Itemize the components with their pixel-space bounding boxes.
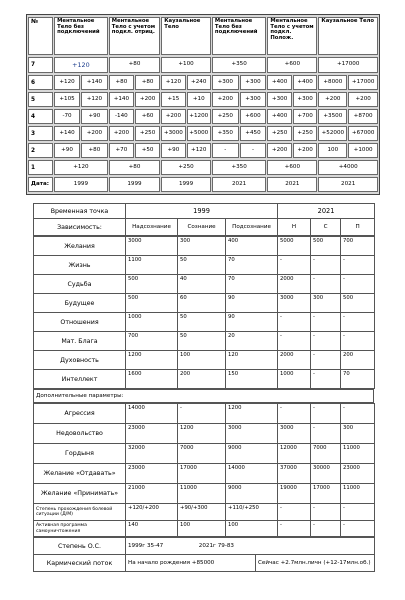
parameter-value: 21000: [126, 484, 178, 504]
parameter-row: [34, 237, 375, 256]
cell: +15: [161, 92, 185, 107]
parameter-value: 7000: [178, 444, 226, 464]
parameter-value: -: [311, 351, 341, 370]
parameter-value: 100: [178, 351, 226, 370]
top-row-6: [28, 75, 378, 90]
header-causal-2021: Каузальное Тело: [318, 17, 378, 55]
parameter-value: 23000: [341, 464, 375, 484]
summary-table: [33, 537, 375, 572]
parameter-value: 70: [226, 275, 278, 294]
cell: +400: [267, 75, 292, 90]
parameter-label: Активная программа самоуничтожения: [34, 521, 126, 537]
karmic-left: На начало рождения +85000: [126, 555, 256, 572]
cell: +200: [109, 126, 134, 141]
parameter-label: Недовольство: [34, 424, 126, 444]
parameter-value: -: [311, 370, 341, 389]
karmic-right: Сейчас +2.7млн.личн (+12-17млн.об.): [256, 555, 375, 572]
sub-header: П: [341, 219, 375, 236]
parameter-value: -: [278, 521, 311, 537]
cell: +17000: [318, 57, 378, 73]
parameter-row: [34, 256, 375, 275]
time-point-label: Временная точка: [34, 204, 126, 219]
parameter-value: -: [278, 504, 311, 521]
cell: +90: [81, 109, 108, 124]
parameter-value: 1000: [278, 370, 311, 389]
parameter-value: -: [341, 404, 375, 424]
parameter-value: 70: [226, 256, 278, 275]
cell: +120: [54, 57, 108, 73]
parameter-value: 7000: [311, 444, 341, 464]
parameter-row: [34, 351, 375, 370]
header-mental-no-conn-2021: Ментальное Тело без подключений: [212, 17, 266, 55]
year-1999: 1999: [126, 204, 278, 219]
parameter-row: [34, 332, 375, 351]
parameter-value: -: [341, 332, 375, 351]
cell: +350: [212, 126, 239, 141]
parameter-row: [34, 294, 375, 313]
parameter-value: -: [311, 275, 341, 294]
row-number: 3: [28, 126, 53, 141]
cell: +200: [212, 92, 239, 107]
cell: +600: [240, 109, 267, 124]
parameter-value: +120/+200: [126, 504, 178, 521]
parameter-value: 50: [178, 313, 226, 332]
karmic-label: Кармический поток: [34, 555, 126, 572]
bottom-table: [33, 203, 374, 572]
cell: +450: [240, 126, 267, 141]
parameter-label: Степень прохождения болевой ситуации (Д/М): [34, 504, 126, 521]
parameter-value: 3000: [278, 424, 311, 444]
parameter-value: 1000: [126, 313, 178, 332]
cell: +3500: [318, 109, 347, 124]
cell: +5000: [187, 126, 211, 141]
parameter-value: 50: [178, 332, 226, 351]
parameter-value: 1200: [226, 404, 278, 424]
parameter-label: Жизнь: [34, 256, 126, 275]
parameter-value: 5000: [278, 237, 311, 256]
degree-row: [34, 538, 375, 555]
parameter-value: 40: [178, 275, 226, 294]
parameter-value: 700: [126, 332, 178, 351]
cell: +200: [161, 109, 185, 124]
parameter-value: 500: [126, 294, 178, 313]
cell: +90: [54, 143, 80, 158]
parameter-value: 23000: [126, 464, 178, 484]
top-table: [26, 14, 380, 195]
parameter-row: [34, 404, 375, 424]
parameter-row: [34, 444, 375, 464]
cell: +140: [54, 126, 80, 141]
cell: +350: [212, 160, 266, 175]
cell: +90: [161, 143, 185, 158]
cell: +200: [81, 126, 108, 141]
parameter-value: 500: [126, 275, 178, 294]
year-2021: 2021: [278, 204, 375, 219]
parameter-value: 140: [126, 521, 178, 537]
cell: +8700: [348, 109, 378, 124]
sub-header: Н: [278, 219, 311, 236]
top-row-2: [28, 143, 378, 158]
row-number: 2: [28, 143, 53, 158]
sub-header: С: [311, 219, 341, 236]
parameter-value: -: [278, 256, 311, 275]
cell: +80: [109, 160, 160, 175]
top-date-row: [28, 177, 378, 192]
parameter-value: 100: [226, 521, 278, 537]
top-row-5: [28, 92, 378, 107]
cell: +200: [135, 92, 160, 107]
parameter-row: [34, 424, 375, 444]
parameter-value: 9000: [226, 444, 278, 464]
parameter-value: 90: [226, 294, 278, 313]
parameter-value: 3000: [278, 294, 311, 313]
extra-parameters-table: [33, 403, 375, 537]
cell: +3000: [161, 126, 185, 141]
cell: +200: [318, 92, 347, 107]
base-parameters-table: [33, 236, 375, 389]
parameter-value: -: [178, 404, 226, 424]
parameter-value: 12000: [278, 444, 311, 464]
parameter-label: Будущее: [34, 294, 126, 313]
parameter-label: Желание «Принимать»: [34, 484, 126, 504]
parameter-value: -: [341, 256, 375, 275]
top-row-7: [28, 57, 378, 73]
cell: +80: [81, 143, 108, 158]
parameter-value: 150: [226, 370, 278, 389]
parameter-value: 1200: [178, 424, 226, 444]
parameter-value: 14000: [126, 404, 178, 424]
cell: +70: [109, 143, 134, 158]
parameter-row: [34, 370, 375, 389]
cell: 100: [318, 143, 347, 158]
cell: +240: [187, 75, 211, 90]
cell: +8000: [318, 75, 347, 90]
top-row-4: [28, 109, 378, 124]
parameter-value: 11000: [341, 444, 375, 464]
parameter-value: -: [311, 256, 341, 275]
parameter-value: 17000: [311, 484, 341, 504]
dependency-row: [34, 219, 375, 236]
cell: +80: [109, 75, 134, 90]
cell: -: [212, 143, 239, 158]
header-mental-pos-2021: Ментальное Тело с учетом подкл. Полож.: [267, 17, 317, 55]
parameter-label: Желания: [34, 237, 126, 256]
time-point-row: [34, 204, 375, 219]
parameter-label: Мат. Блага: [34, 332, 126, 351]
cell: +105: [54, 92, 80, 107]
header-causal-1999: Каузальное Тело: [161, 17, 211, 55]
parameter-value: 9000: [226, 484, 278, 504]
parameter-value: 70: [341, 370, 375, 389]
cell: +300: [240, 92, 267, 107]
row-number: 7: [28, 57, 53, 73]
parameter-value: 300: [178, 237, 226, 256]
parameter-value: 3000: [226, 424, 278, 444]
parameter-value: 500: [341, 294, 375, 313]
parameter-label: Интеллект: [34, 370, 126, 389]
parameter-value: -: [278, 404, 311, 424]
parameter-value: -: [311, 332, 341, 351]
parameter-row: [34, 504, 375, 521]
parameter-value: 90: [226, 313, 278, 332]
header-mental-no-conn-1999: Ментальное Тело без подключений: [54, 17, 108, 55]
cell: -: [240, 143, 267, 158]
parameter-value: 500: [311, 237, 341, 256]
parameter-value: -: [341, 504, 375, 521]
cell: +10: [187, 92, 211, 107]
parameter-row: [34, 484, 375, 504]
cell: +200: [293, 143, 318, 158]
parameter-value: 3000: [126, 237, 178, 256]
cell: +250: [267, 126, 292, 141]
parameter-value: -: [311, 313, 341, 332]
header-number: №: [28, 17, 53, 55]
header-mental-neg-1999: Ментальное Тело с учетом подкл. отриц.: [109, 17, 160, 55]
date-cell: 2021: [212, 177, 266, 192]
parameter-value: 2000: [278, 275, 311, 294]
parameter-value: 1100: [126, 256, 178, 275]
parameter-value: 37000: [278, 464, 311, 484]
degree-value: 1999г 35-47 2021г 79-83: [126, 538, 375, 555]
cell: +80: [135, 75, 160, 90]
parameter-value: -: [311, 504, 341, 521]
cell: +700: [293, 109, 318, 124]
cell: +120: [187, 143, 211, 158]
date-cell: 1999: [54, 177, 108, 192]
parameter-value: 23000: [126, 424, 178, 444]
parameter-label: Гордыня: [34, 444, 126, 464]
parameter-value: 300: [341, 424, 375, 444]
cell: +52000: [318, 126, 347, 141]
cell: +600: [267, 160, 317, 175]
date-cell: 1999: [109, 177, 160, 192]
cell: +140: [109, 92, 134, 107]
parameter-row: [34, 521, 375, 537]
date-cell: 2021: [318, 177, 378, 192]
parameter-value: 14000: [226, 464, 278, 484]
cell: +120: [161, 75, 185, 90]
top-row-1: [28, 160, 378, 175]
parameter-row: [34, 275, 375, 294]
cell: +250: [161, 160, 211, 175]
cell: +50: [135, 143, 160, 158]
parameter-value: -: [311, 521, 341, 537]
parameter-value: +90/+300: [178, 504, 226, 521]
parameter-label: Судьба: [34, 275, 126, 294]
cell: +120: [81, 92, 108, 107]
parameter-label: Отношения: [34, 313, 126, 332]
cell: +250: [212, 109, 239, 124]
cell: +120: [54, 160, 108, 175]
date-cell: 1999: [161, 177, 211, 192]
row-number: 1: [28, 160, 53, 175]
parameter-label: Желание «Отдавать»: [34, 464, 126, 484]
parameter-value: 1600: [126, 370, 178, 389]
karmic-row: [34, 555, 375, 572]
parameter-value: 60: [178, 294, 226, 313]
cell: +300: [212, 75, 239, 90]
parameter-value: 32000: [126, 444, 178, 464]
parameter-value: 300: [311, 294, 341, 313]
degree-label: Степень О.С.: [34, 538, 126, 555]
cell: +600: [267, 57, 317, 73]
cell: +300: [240, 75, 267, 90]
parameter-value: -: [311, 404, 341, 424]
parameter-value: 11000: [341, 484, 375, 504]
sub-header: Надсознание: [126, 219, 178, 236]
parameter-value: 19000: [278, 484, 311, 504]
parameter-row: [34, 464, 375, 484]
parameter-value: 2000: [278, 351, 311, 370]
cell: +100: [161, 57, 211, 73]
parameter-value: -: [278, 332, 311, 351]
cell: +400: [293, 75, 318, 90]
cell: +250: [293, 126, 318, 141]
cell: +17000: [348, 75, 378, 90]
cell: +300: [293, 92, 318, 107]
parameter-value: -: [341, 275, 375, 294]
cell: +80: [109, 57, 160, 73]
parameter-value: 700: [341, 237, 375, 256]
cell: -70: [54, 109, 80, 124]
extra-parameters-header: [33, 389, 374, 403]
parameter-value: 30000: [311, 464, 341, 484]
parameter-value: 20: [226, 332, 278, 351]
cell: +250: [135, 126, 160, 141]
row-number: 4: [28, 109, 53, 124]
cell: +60: [135, 109, 160, 124]
row-number: 5: [28, 92, 53, 107]
date-label: Дата:: [28, 177, 53, 192]
parameter-value: -: [278, 313, 311, 332]
parameter-value: -: [341, 521, 375, 537]
cell: +4000: [318, 160, 378, 175]
cell: +1000: [348, 143, 378, 158]
parameter-value: 17000: [178, 464, 226, 484]
cell: +200: [267, 143, 292, 158]
parameter-value: +110/+250: [226, 504, 278, 521]
parameter-value: -: [341, 313, 375, 332]
parameter-value: 120: [226, 351, 278, 370]
cell: +140: [81, 75, 108, 90]
parameter-value: 400: [226, 237, 278, 256]
cell: +300: [267, 92, 292, 107]
cell: +350: [212, 57, 266, 73]
extra-parameters-label: Дополнительные параметры:: [34, 390, 374, 403]
cell: +200: [348, 92, 378, 107]
top-header-row: [28, 17, 378, 55]
cell: +1200: [187, 109, 211, 124]
parameter-label: Духовность: [34, 351, 126, 370]
parameter-value: 50: [178, 256, 226, 275]
top-row-3: [28, 126, 378, 141]
dependency-label: Зависимость:: [34, 219, 126, 236]
parameter-value: 100: [178, 521, 226, 537]
sub-header: Подсознание: [226, 219, 278, 236]
row-number: 6: [28, 75, 53, 90]
cell: +400: [267, 109, 292, 124]
cell: +120: [54, 75, 80, 90]
cell: -140: [109, 109, 134, 124]
date-cell: 2021: [267, 177, 317, 192]
parameter-value: 11000: [178, 484, 226, 504]
cell: +67000: [348, 126, 378, 141]
parameter-value: 200: [178, 370, 226, 389]
parameter-value: 200: [341, 351, 375, 370]
parameter-label: Агрессия: [34, 404, 126, 424]
parameter-row: [34, 313, 375, 332]
parameter-value: -: [311, 424, 341, 444]
sub-header: Сознание: [178, 219, 226, 236]
parameter-value: 1200: [126, 351, 178, 370]
